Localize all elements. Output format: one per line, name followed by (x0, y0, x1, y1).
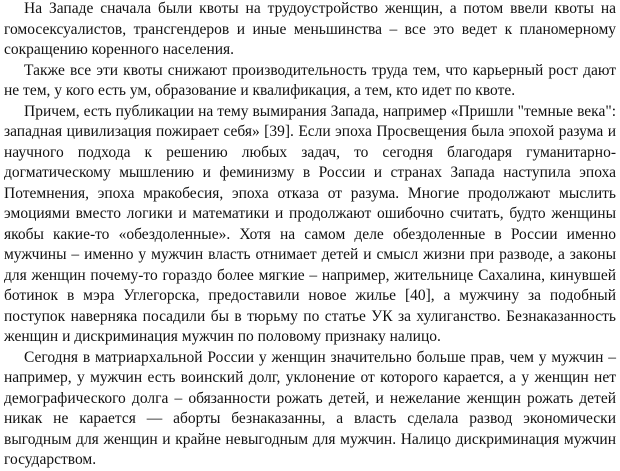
paragraph-western-quotas: На Западе сначала были квоты на трудоустройство женщин, а потом ввели квоты на гомосексуалистов, трансгендеров и иные меньшинства – все это ведет к планомерному сокращению коренного населения. (4, 0, 616, 58)
document-page (4, 0, 616, 471)
paragraph-matriarchal-russia: Сегодня в матриархальной России у женщин значительно больше прав, чем у мужчин – например, у мужчин есть воинский долг, уклонение от которого карается, а у женщин нет демографического долга – обязанности рожать детей, и нежелание женщин рожать детей никак не карается — аборты безнаказанны, а власть сделала развод экономически выгодным для женщин и крайне невыгодным для мужчин. Налицо дискриминация мужчин государством. (4, 348, 616, 468)
paragraph-west-extinction: Причем, есть публикации на тему вымирания Запада, например «Пришли "темные века": западная цивилизация пожирает себя» [39]. Если эпоха Просвещения была эпохой разума и научного подхода к решению любых задач, то сегодня благодаря гуманитарно-догматическому мышлению и феминизму в России и странах Запада наступила эпоха Потемнения, эпоха мракобесия, эпоха отказа от разума. Многие продолжают мыслить эмоциями вместо логики и математики и продолжают ошибочно считать, будто женщины якобы какие-то «обездоленные». Хотя на самом деле обездоленные в России именно мужчины – именно у мужчин власть отнимает детей и смысл жизни при разводе, а законы для женщин почему-то гораздо более мягкие – например, жительнице Сахалина, кинувшей ботинок в мэра Углегорска, предоставили новое жилье [40], а мужчину за подобный поступок наверняка посадили бы в тюрьму по статье УК за хулиганство. Безнаказанность женщин и дискриминация мужчин по половому признаку налицо. (4, 102, 616, 345)
paragraph-productivity: Также все эти квоты снижают производительность труда тем, что карьерный рост дают не тем, у кого есть ум, образование и квалификация, а тем, кто идет по квоте. (4, 61, 616, 99)
